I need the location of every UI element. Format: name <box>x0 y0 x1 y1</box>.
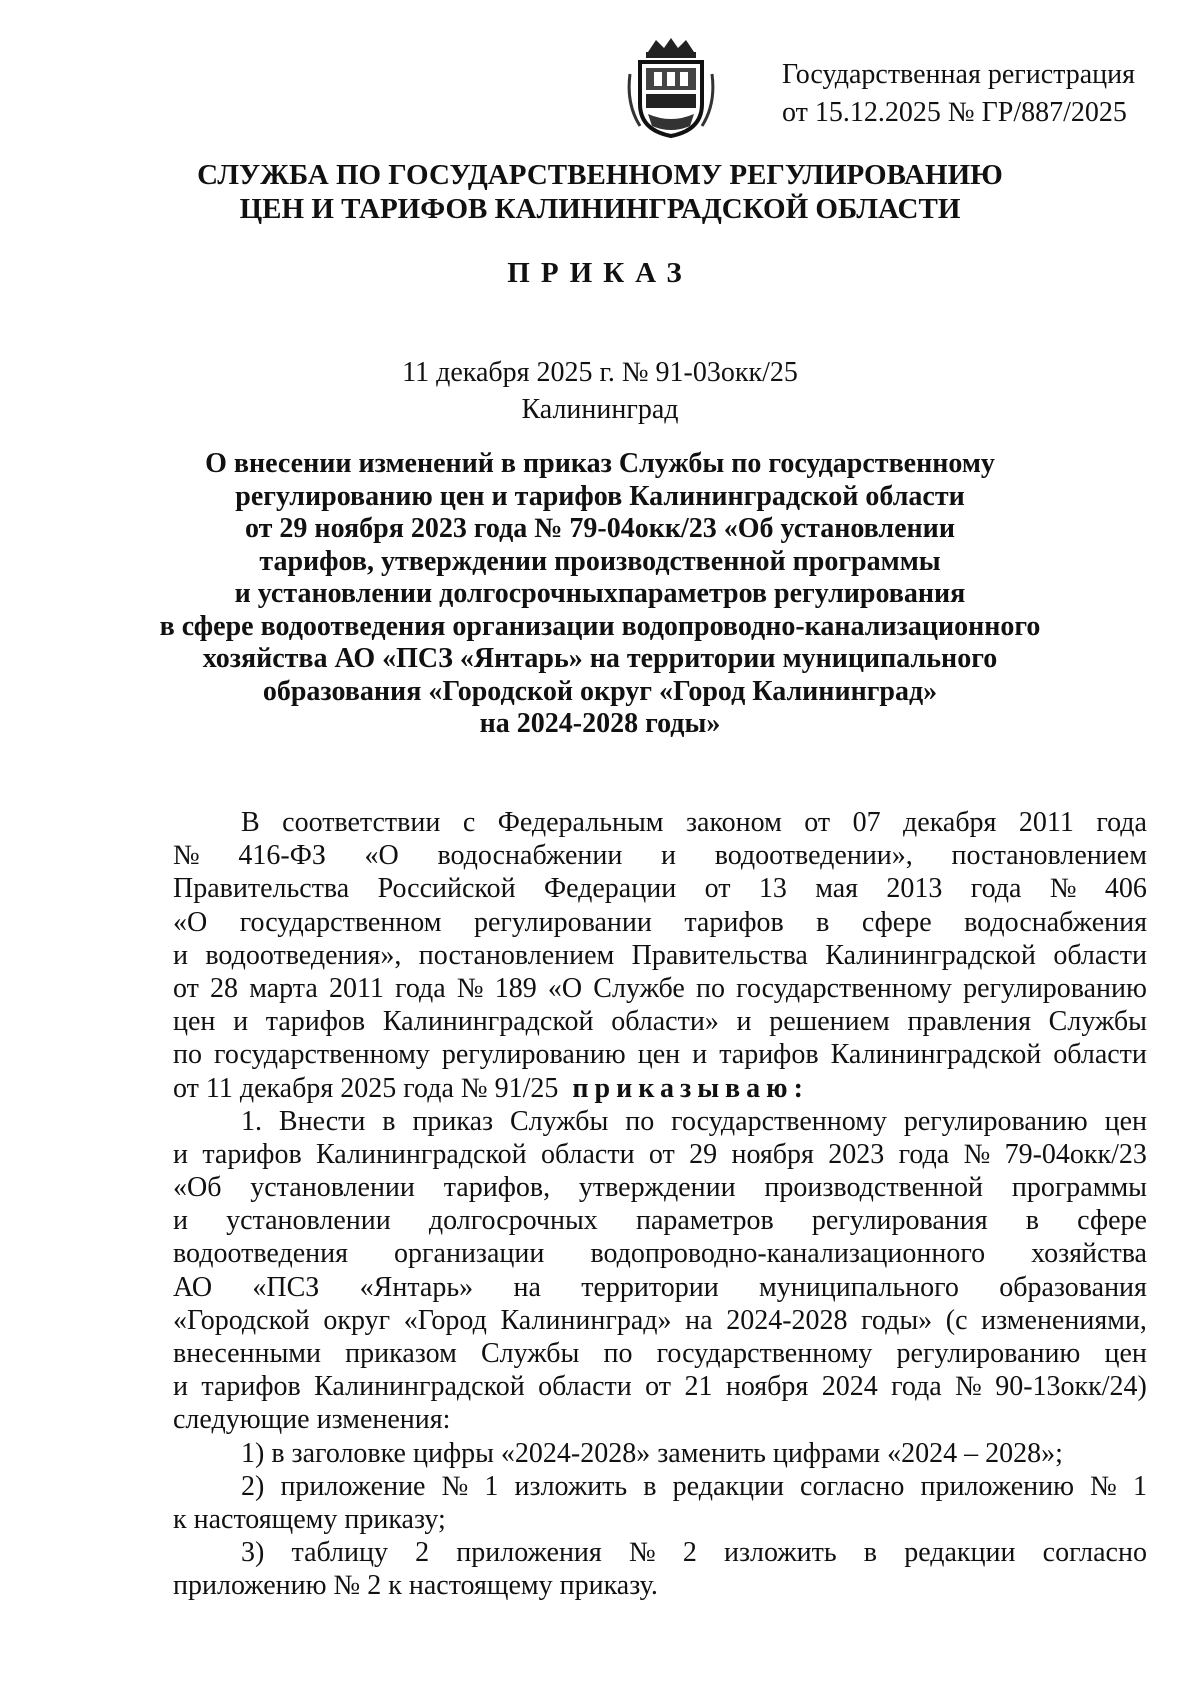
subject-line: и установлении долгосрочныхпараметров регулирования <box>234 578 966 609</box>
body-line: по государственному регулированию цен и тарифов Калининградской области <box>173 1039 1147 1071</box>
agency-name-line: ЦЕН И ТАРИФОВ КАЛИНИНГРАДСКОЙ ОБЛАСТИ <box>239 193 961 225</box>
body-line: «Об установлении тарифов, утверждении производственной программы <box>173 1172 1147 1204</box>
subject-line: хозяйства АО «ПСЗ «Янтарь» на территории муниципального <box>202 643 998 674</box>
order-city: Калининград <box>521 394 679 425</box>
subject-line: тарифов, утверждении производственной программы <box>259 545 941 577</box>
body-line: внесенными приказом Службы по государственному регулированию цен <box>173 1338 1147 1369</box>
body-line: цен и тарифов Калининградской области» и решением правления Службы <box>173 1006 1147 1038</box>
body-line: «Городской округ «Город Калининград» на 2024-2028 годы» (с изменениями, <box>173 1304 1147 1336</box>
order-verb: приказываю: <box>572 1072 809 1104</box>
body-line-last <box>173 1072 1147 1105</box>
registration-title: Государственная регистрация <box>782 59 1135 90</box>
body-line: и водоотведения», постановлением Правительства Калининградской области <box>173 939 1147 971</box>
subject-line: образования «Городской округ «Город Калининград» <box>262 675 938 707</box>
order-body <box>173 806 1147 1603</box>
body-line: и тарифов Калининградской области от 21 ноября 2024 года № 90-13окк/24) <box>173 1371 1147 1403</box>
body-line: «О государственном регулировании тарифов в сфере водоснабжения <box>173 906 1147 938</box>
subject-line: в сфере водоотведения организации водопроводно-канализационного <box>159 610 1041 642</box>
body-line: водоотведения организации водопроводно-канализационного хозяйства <box>173 1238 1147 1270</box>
agency-name-line: СЛУЖБА ПО ГОСУДАРСТВЕННОМУ РЕГУЛИРОВАНИЮ <box>197 159 1003 191</box>
list-item-2-cont: к настоящему приказу; <box>173 1503 446 1535</box>
registration-number: от 15.12.2025 № ГР/887/2025 <box>782 97 1127 128</box>
body-line: В соответствии с Федеральным законом от 07 декабря 2011 года <box>241 807 1147 838</box>
body-line: и установлении долгосрочных параметров регулирования в сфере <box>173 1205 1147 1237</box>
subject-line: О внесении изменений в приказ Службы по государственному <box>205 448 995 479</box>
list-item-3: 3) таблицу 2 приложения № 2 изложить в редакции согласно <box>241 1537 1147 1569</box>
body-line-text: от 11 декабря 2025 года № 91/25 <box>173 1072 559 1104</box>
list-item-2: 2) приложение № 1 изложить в редакции согласно приложению № 1 <box>241 1470 1147 1502</box>
body-line: следующие изменения: <box>173 1404 451 1436</box>
subject-line: от 29 ноября 2023 года № 79-04окк/23 «Об установлении <box>245 513 955 544</box>
body-line: и тарифов Калининградской области от 29 ноября 2023 года № 79-04окк/23 <box>173 1138 1147 1170</box>
registration-stamp <box>782 56 1135 132</box>
coat-of-arms-icon <box>626 34 716 140</box>
body-line: АО «ПСЗ «Янтарь» на территории муниципального образования <box>173 1271 1147 1303</box>
body-line: от 28 марта 2011 года № 189 «О Службе по государственному регулированию <box>173 972 1147 1004</box>
subject-line: регулированию цен и тарифов Калининградской области <box>235 480 965 512</box>
order-date-number: 11 декабря 2025 г. № 91-03окк/25 <box>402 357 798 388</box>
list-item-3-cont: приложению № 2 к настоящему приказу. <box>173 1570 658 1602</box>
order-subject <box>0 448 1200 741</box>
agency-name <box>0 158 1200 226</box>
body-line: Правительства Российской Федерации от 13 мая 2013 года № 406 <box>173 873 1147 905</box>
subject-line: на 2024-2028 годы» <box>479 708 721 739</box>
body-line: № 416-ФЗ «О водоснабжении и водоотведении», постановлением <box>173 840 1147 872</box>
list-item-1: 1) в заголовке цифры «2024-2028» заменить цифрами «2024 – 2028»; <box>241 1437 1063 1469</box>
document-type-title: ПРИКАЗ <box>507 257 693 289</box>
order-date-block <box>0 354 1200 428</box>
body-line: 1. Внести в приказ Службы по государственному регулированию цен <box>241 1105 1147 1137</box>
